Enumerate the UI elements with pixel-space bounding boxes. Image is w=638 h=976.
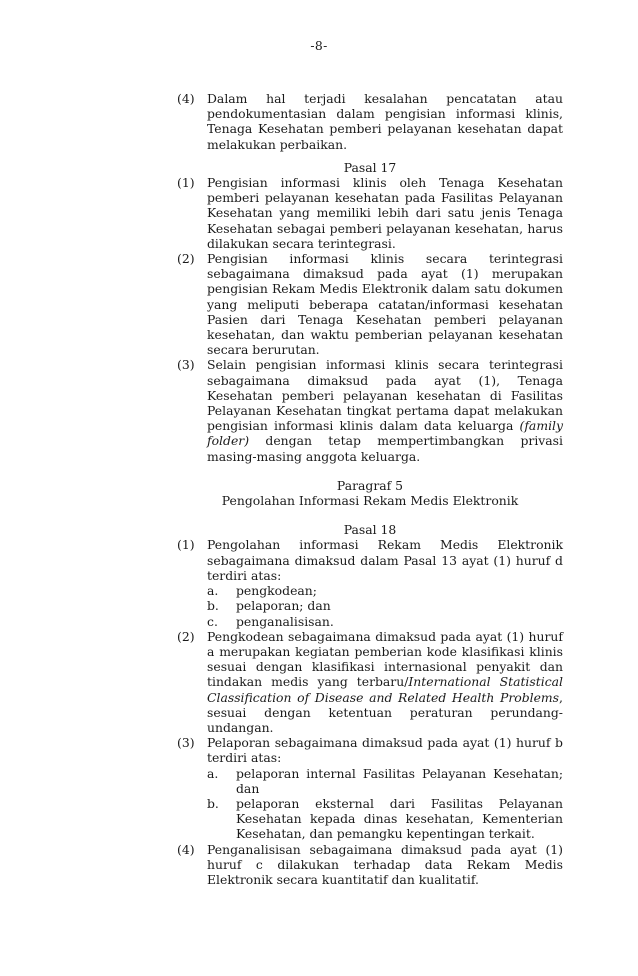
sub-item	[207, 796, 563, 842]
ayat-item	[177, 842, 563, 888]
sub-item	[207, 583, 563, 598]
sub-letter: b.	[207, 795, 219, 811]
ayat-number: (2)	[177, 628, 195, 644]
ayat-text: Pengisian informasi klinis oleh Tenaga Kesehatan pemberi pelayanan kesehatan pada Fasilitas Pelayanan Kesehatan yang memiliki lebih dari satu jenis Tenaga Kesehatan sebagai pemberi pelayanan kesehatan, harus dilakukan secara terintegrasi.	[207, 175, 563, 251]
ayat-body	[207, 537, 563, 628]
ayat-number: (4)	[177, 91, 195, 106]
sub-letter: a.	[207, 765, 219, 781]
ayat-number: (4)	[177, 841, 195, 857]
sub-text: pelaporan eksternal dari Fasilitas Pelayanan Kesehatan kepada dinas kesehatan, Kementerian Kesehatan, dan pemangku kepentingan terkait.	[236, 795, 563, 842]
ayat-text: Pengolahan informasi Rekam Medis Elektronik sebagaimana dimaksud dalam Pasal 13 ayat (1) huruf d terdiri atas:	[207, 537, 563, 583]
sub-letter: c.	[207, 613, 218, 629]
pasal-title: Pasal 17	[343, 159, 397, 175]
ayat-item	[177, 629, 563, 735]
ayat-text-part: dengan tetap mempertimbangkan privasi masing-masing anggota keluarga.	[207, 433, 563, 464]
sub-text: pengkodean;	[236, 583, 317, 599]
ayat-text-part: Pengkodean sebagaimana dimaksud pada ayat (1) huruf a merupakan kegiatan pemberian kode klasifikasi klinis sesuai dengan klasifikasi internasional penyakit dan tindakan medis yang terbaru/	[207, 628, 563, 690]
paragraf-title: Paragraf 5	[336, 477, 404, 493]
sub-text: pelaporan; dan	[236, 598, 331, 614]
document-body	[177, 91, 563, 887]
ayat-text: Pelaporan sebagaimana dimaksud pada ayat (1) huruf b terdiri atas:	[207, 735, 563, 766]
sub-letter: b.	[207, 598, 219, 614]
sub-text: pelaporan internal Fasilitas Pelayanan Kesehatan; dan	[236, 765, 563, 796]
sub-letter: a.	[207, 583, 219, 599]
ayat-text-italic: International Statistical Classification of Disease and Related Health Problems	[207, 674, 563, 705]
sub-item	[207, 614, 563, 629]
ayat-text-italic: (family folder)	[207, 418, 563, 449]
ayat-text-part: , sesuai dengan ketentuan peraturan perundang-undangan.	[207, 689, 563, 735]
sub-item	[207, 598, 563, 613]
ayat-number: (3)	[177, 735, 195, 751]
ayat-text-part: Selain pengisian informasi klinis secara terintegrasi sebagaimana dimaksud pada ayat (1), Tenaga Kesehatan pemberi pelayanan kesehatan di Fasilitas Pelayanan Kesehatan tingkat pertama dapat melakukan pengisian informasi klinis dalam data keluarga	[207, 357, 563, 434]
paragraf-subtitle: Pengolahan Informasi Rekam Medis Elektronik	[221, 493, 519, 509]
ayat-item	[177, 735, 563, 841]
ayat-text: Pengisian informasi klinis secara terintegrasi sebagaimana dimaksud pada ayat (1) merupakan pengisian Rekam Medis Elektronik dalam satu dokumen yang meliputi beberapa catatan/informasi kesehatan Pasien dari Tenaga Kesehatan pemberi pelayanan kesehatan, dan waktu pemberian pelayanan kesehatan secara berurutan.	[207, 251, 563, 358]
page-number: -8-	[310, 38, 328, 53]
ayat-item	[177, 175, 563, 251]
ayat-item	[177, 91, 563, 152]
pasal-title: Pasal 18	[343, 522, 397, 538]
sub-text: penganalisisan.	[236, 613, 334, 629]
ayat-text: Penganalisisan sebagaimana dimaksud pada ayat (1) huruf c dilakukan terhadap data Rekam Medis Elektronik secara kuantitatif dan kualitatif.	[207, 841, 563, 887]
ayat-number: (1)	[177, 175, 195, 191]
ayat-text	[207, 357, 563, 463]
ayat-number: (2)	[177, 251, 195, 267]
ayat-item	[177, 537, 563, 628]
ayat-item	[177, 357, 563, 463]
ayat-number: (1)	[177, 537, 195, 553]
ayat-item	[177, 251, 563, 357]
ayat-text	[207, 629, 563, 735]
ayat-body	[207, 735, 563, 841]
sub-item	[207, 766, 563, 796]
ayat-text: Dalam hal terjadi kesalahan pencatatan atau pendokumentasian dalam pengisian informasi klinis, Tenaga Kesehatan pemberi pelayanan kesehatan dapat melakukan perbaikan.	[207, 91, 563, 152]
ayat-number: (3)	[177, 357, 195, 373]
